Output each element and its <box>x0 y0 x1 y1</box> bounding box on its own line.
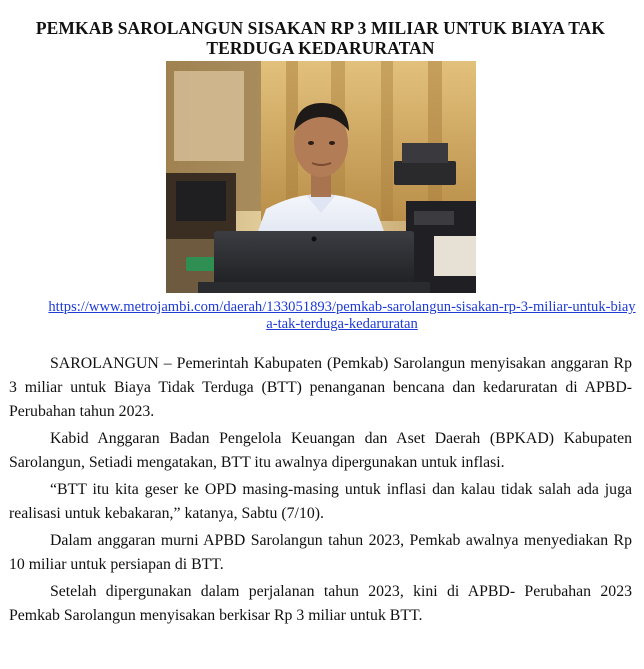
photo-of-official-icon <box>166 61 476 293</box>
article-photo <box>166 61 476 293</box>
article-paragraph: SAROLANGUN – Pemerintah Kabupaten (Pemkab) Sarolangun menyisakan anggaran Rp 3 miliar untuk Biaya Tidak Terduga (BTT) penanganan bencana dan kedaruratan di APBD- Perubahan tahun 2023. <box>9 355 632 420</box>
article-paragraph: Kabid Anggaran Badan Pengelola Keuangan dan Aset Daerah (BPKAD) Kabupaten Sarolangun, Setiadi mengatakan, BTT itu awalnya dipergunakan untuk inflasi. <box>9 430 632 471</box>
article-title: PEMKAB SAROLANGUN SISAKAN RP 3 MILIAR UNTUK BIAYA TAK TERDUGA KEDARURATAN <box>35 18 606 58</box>
article-body <box>9 352 632 628</box>
source-link[interactable]: https://www.metrojambi.com/daerah/133051893/pemkab-sarolangun-sisakan-rp-3-miliar-untuk-biaya-tak-terduga-kedaruratan <box>48 299 636 332</box>
article-paragraph: Dalam anggaran murni APBD Sarolangun tahun 2023, Pemkab awalnya menyediakan Rp 10 miliar untuk persiapan di BTT. <box>9 532 632 573</box>
article-paragraph: “BTT itu kita geser ke OPD masing-masing untuk inflasi dan kalau tidak salah ada juga realisasi untuk kebakaran,” katanya, Sabtu (7/10). <box>9 481 632 522</box>
article-paragraph: Setelah dipergunakan dalam perjalanan tahun 2023, kini di APBD- Perubahan 2023 Pemkab Sarolangun menyisakan berkisar Rp 3 miliar untuk BTT. <box>9 583 632 624</box>
